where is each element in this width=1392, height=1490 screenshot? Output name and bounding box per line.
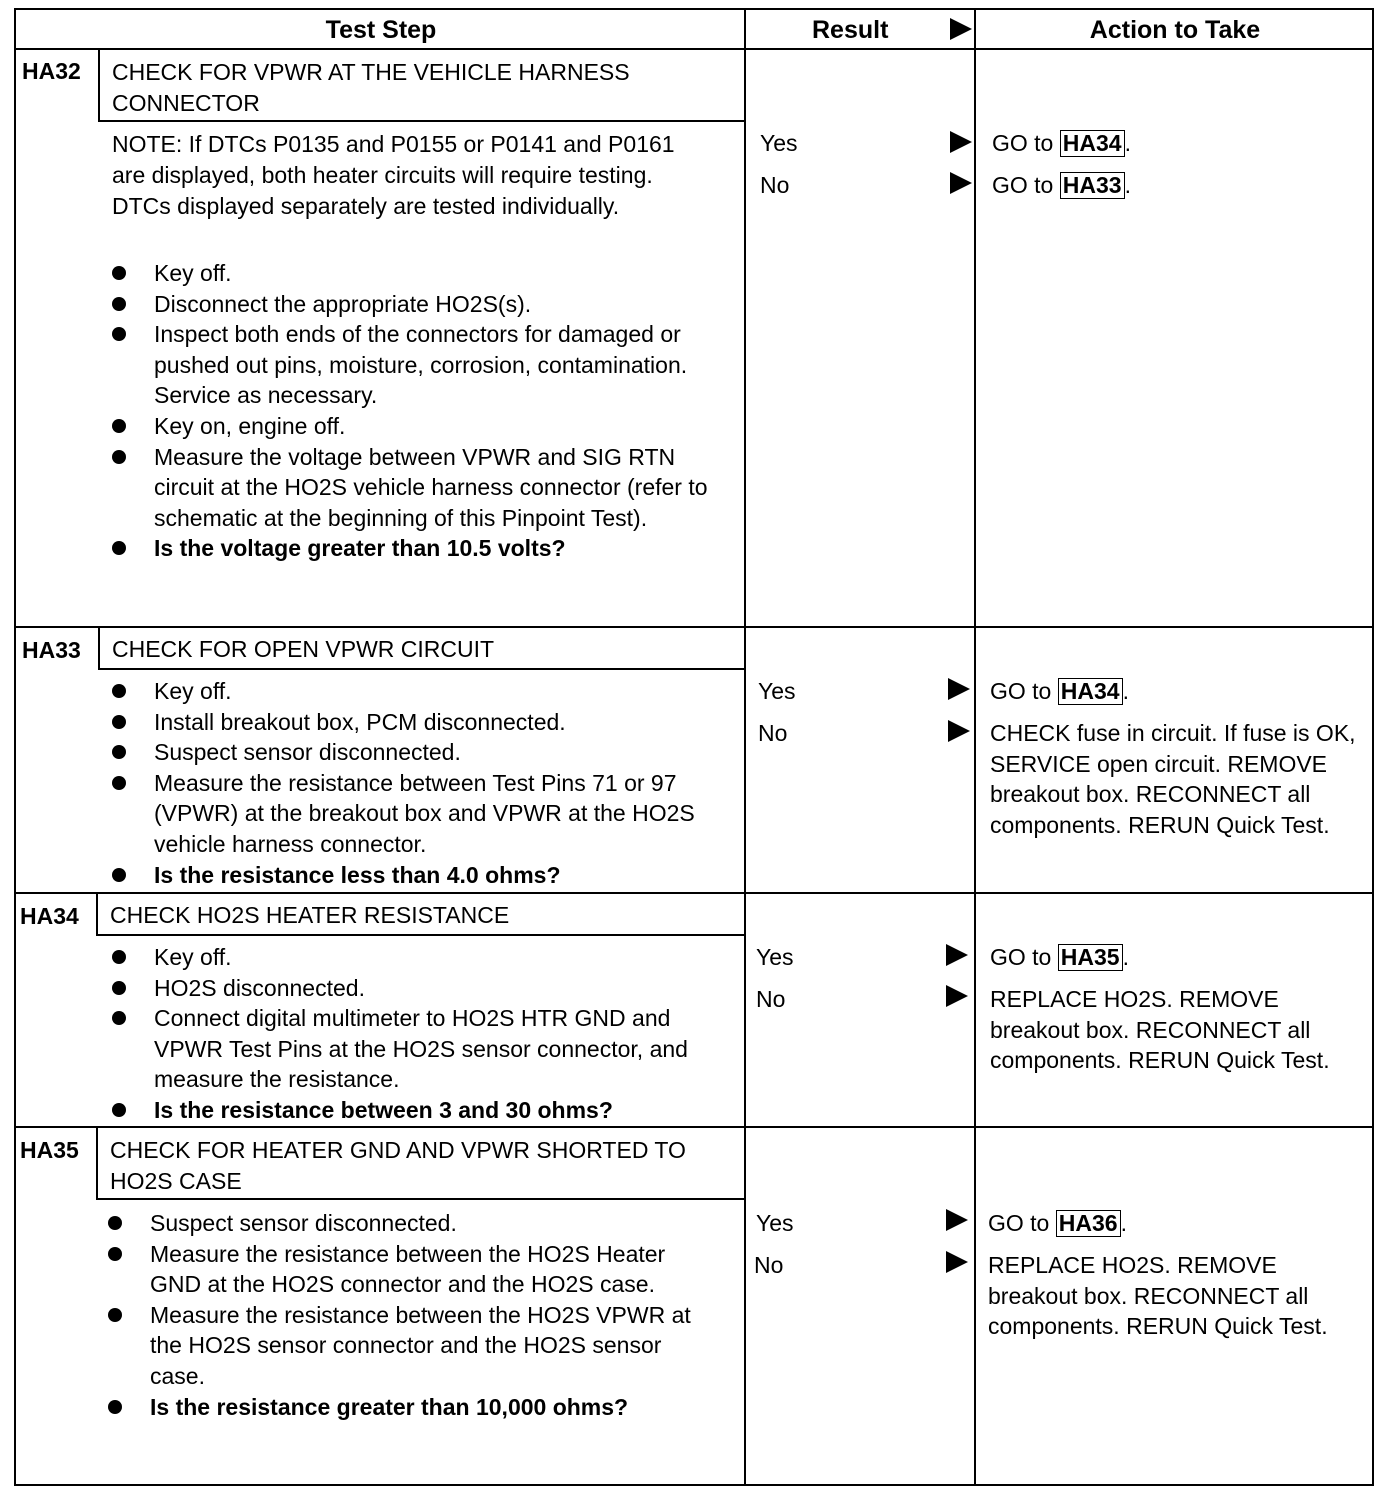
result-yes: Yes xyxy=(760,130,798,156)
row-divider xyxy=(16,892,1372,894)
bullet-item: Measure the voltage between VPWR and SIG RTN circuit at the HO2S vehicle harness connector (refer to schematic at the beginning of this Pinpoint Test). xyxy=(112,442,722,534)
header-test-step: Test Step xyxy=(325,16,437,44)
action-yes: GO to HA34 . xyxy=(992,130,1131,156)
row-divider xyxy=(16,626,1372,628)
bullet-icon xyxy=(112,776,126,790)
bullet-question: Is the resistance between 3 and 30 ohms? xyxy=(112,1095,732,1126)
bullet-item: Key off. xyxy=(112,942,732,973)
bullet-icon xyxy=(112,981,126,995)
bullet-icon xyxy=(112,266,126,280)
bullet-question: Is the voltage greater than 10.5 volts? xyxy=(112,533,722,564)
bullet-icon xyxy=(112,419,126,433)
step-note: NOTE: If DTCs P0135 and P0155 or P0141 and P0161 are displayed, both heater circuits will require testing. DTCs displayed separately are tested individually. xyxy=(112,131,675,219)
arrow-icon xyxy=(948,678,970,700)
bullet-icon xyxy=(112,950,126,964)
bullet-question: Is the resistance less than 4.0 ohms? xyxy=(112,860,732,891)
action-no: REPLACE HO2S. REMOVE breakout box. RECONNECT all components. RERUN Quick Test. xyxy=(990,986,1330,1074)
bullet-icon xyxy=(112,1103,126,1117)
bullet-item: Key off. xyxy=(112,258,722,289)
bullet-icon xyxy=(108,1308,122,1322)
arrow-icon xyxy=(946,985,968,1007)
action-no: CHECK fuse in circuit. If fuse is OK, SERVICE open circuit. REMOVE breakout box. RECONNECT all components. RERUN Quick Test. xyxy=(990,720,1356,838)
bullet-icon xyxy=(108,1247,122,1261)
step-bullets xyxy=(108,1208,718,1422)
bullet-item: Measure the resistance between Test Pins 71 or 97 (VPWR) at the breakout box and VPWR at the HO2S vehicle harness connector. xyxy=(112,768,732,860)
arrow-icon xyxy=(950,131,972,153)
bullet-icon xyxy=(112,297,126,311)
bullet-icon xyxy=(108,1216,122,1230)
result-column-divider xyxy=(744,10,746,1486)
step-id: HA34 xyxy=(20,903,79,929)
bullet-item: Install breakout box, PCM disconnected. xyxy=(112,707,732,738)
bullet-item: Suspect sensor disconnected. xyxy=(112,737,732,768)
bullet-icon xyxy=(112,745,126,759)
bullet-item: Connect digital multimeter to HO2S HTR GND and VPWR Test Pins at the HO2S sensor connector, and measure the resistance. xyxy=(112,1003,732,1095)
id-divider xyxy=(96,1126,98,1200)
bullet-icon xyxy=(112,868,126,882)
bullet-item: Measure the resistance between the HO2S VPWR at the HO2S sensor connector and the HO2S sensor case. xyxy=(108,1300,718,1392)
arrow-icon xyxy=(946,1251,968,1273)
arrow-icon xyxy=(948,720,970,742)
result-yes: Yes xyxy=(758,678,796,704)
action-column-divider xyxy=(974,10,976,1486)
step-title: CHECK FOR HEATER GND AND VPWR SHORTED TO HO2S CASE xyxy=(110,1137,686,1194)
action-yes: GO to HA36 . xyxy=(988,1210,1127,1236)
bullet-item: Inspect both ends of the connectors for damaged or pushed out pins, moisture, corrosion, contamination. Service as necessary. xyxy=(112,319,722,411)
arrow-icon xyxy=(946,944,968,966)
step-id: HA33 xyxy=(22,637,81,663)
step-reference[interactable]: HA36 xyxy=(1056,1210,1121,1237)
bullet-icon xyxy=(112,684,126,698)
arrow-icon xyxy=(950,172,972,194)
step-title: CHECK FOR OPEN VPWR CIRCUIT xyxy=(112,636,495,662)
result-yes: Yes xyxy=(756,1210,794,1236)
step-title: CHECK FOR VPWR AT THE VEHICLE HARNESS CONNECTOR xyxy=(112,59,630,116)
header-action: Action to Take xyxy=(1089,16,1261,44)
step-bullets xyxy=(112,942,732,1126)
title-divider xyxy=(96,1198,744,1200)
bullet-icon xyxy=(112,541,126,555)
bullet-icon xyxy=(112,450,126,464)
bullet-item: HO2S disconnected. xyxy=(112,973,732,1004)
id-divider xyxy=(98,626,100,670)
bullet-icon xyxy=(112,1011,126,1025)
result-yes: Yes xyxy=(756,944,794,970)
result-no: No xyxy=(758,720,788,746)
action-no: REPLACE HO2S. REMOVE breakout box. RECONNECT all components. RERUN Quick Test. xyxy=(988,1252,1328,1340)
header-divider xyxy=(16,48,1372,50)
step-bullets xyxy=(112,676,732,890)
header-result: Result xyxy=(812,16,889,44)
step-reference[interactable]: HA33 xyxy=(1060,172,1125,199)
id-divider xyxy=(96,892,98,936)
bullet-icon xyxy=(112,327,126,341)
arrow-icon xyxy=(946,1209,968,1231)
id-divider xyxy=(98,48,100,122)
bullet-icon xyxy=(108,1400,122,1414)
header-arrow-icon xyxy=(950,18,972,40)
title-divider xyxy=(96,934,744,936)
action-yes: GO to HA34 . xyxy=(990,678,1129,704)
step-title: CHECK HO2S HEATER RESISTANCE xyxy=(110,902,510,928)
bullet-question: Is the resistance greater than 10,000 ohms? xyxy=(108,1392,718,1423)
bullet-item: Measure the resistance between the HO2S Heater GND at the HO2S connector and the HO2S case. xyxy=(108,1239,718,1300)
step-bullets xyxy=(112,258,722,564)
title-divider xyxy=(98,668,744,670)
step-id: HA32 xyxy=(22,58,81,84)
action-yes: GO to HA35 . xyxy=(990,944,1129,970)
result-no: No xyxy=(754,1252,784,1278)
step-reference[interactable]: HA34 xyxy=(1058,678,1123,705)
bullet-icon xyxy=(112,715,126,729)
step-reference[interactable]: HA34 xyxy=(1060,130,1125,157)
bullet-item: Key on, engine off. xyxy=(112,411,722,442)
step-reference[interactable]: HA35 xyxy=(1058,944,1123,971)
bullet-item: Suspect sensor disconnected. xyxy=(108,1208,718,1239)
bullet-item: Disconnect the appropriate HO2S(s). xyxy=(112,289,722,320)
result-no: No xyxy=(760,172,790,198)
step-id: HA35 xyxy=(20,1137,79,1163)
diagnostic-table xyxy=(14,8,1374,1486)
result-no: No xyxy=(756,986,786,1012)
title-divider xyxy=(98,120,744,122)
action-no: GO to HA33 . xyxy=(992,172,1131,198)
row-divider xyxy=(16,1126,1372,1128)
bullet-item: Key off. xyxy=(112,676,732,707)
